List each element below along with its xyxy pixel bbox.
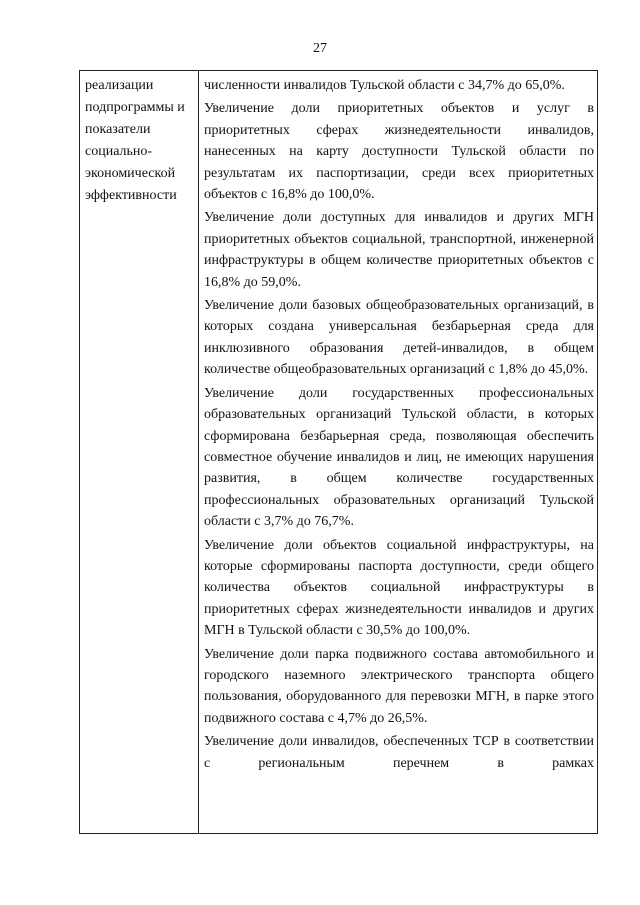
indicator-paragraph: Увеличение доли базовых общеобразовательных организаций, в которых создана универсальная безбарьерная среда для инклюзивного образования детей-инвалидов, в общем количестве общеобразовательных организаций с 1,8% до 45,0%. <box>204 298 594 378</box>
column-divider <box>198 71 199 833</box>
indicator-paragraph: Увеличение доли объектов социальной инфраструктуры, на которые сформированы паспорта доступности, среди общего количества объектов социальной инфраструктуры в приоритетных сферах жизнедеятельности инвалидов и других МГН в Тульской области с 30,5% до 100,0%. <box>204 537 594 639</box>
section-label-line: эффективности <box>85 188 177 203</box>
section-label-line: социально- <box>85 144 153 159</box>
section-label-line: показатели <box>85 122 151 137</box>
page-number: 27 <box>313 41 327 56</box>
indicator-paragraph: Увеличение доли приоритетных объектов и услуг в приоритетных сферах жизнедеятельности инвалидов, нанесенных на карту доступности Тульской области по результатам их паспортизации, среди всех приоритетных объектов с 16,8% до 100,0%. <box>204 101 594 203</box>
program-table <box>79 70 598 834</box>
indicators-cell <box>204 75 594 776</box>
indicator-paragraph: Увеличение доли инвалидов, обеспеченных ТСР в соответствии с региональным перечнем в рамках <box>204 734 594 771</box>
section-label-line: подпрограммы и <box>85 100 185 115</box>
indicator-paragraph: Увеличение доли парка подвижного состава автомобильного и городского наземного электрического транспорта общего пользования, оборудованного для перевозки МГН, в парке этого подвижного состава с 4,7% до 26,5%. <box>204 646 594 726</box>
section-label-line: экономической <box>85 166 176 181</box>
section-label-line: реализации <box>85 78 154 93</box>
indicator-paragraph: Увеличение доли государственных профессиональных образовательных организаций Тульской области, в которых сформирована безбарьерная среда, позволяющая обеспечить совместное обучение инвалидов и лиц, не имеющих нарушения развития, в общем количестве государственных профессиональных образовательных организаций Тульской области с 3,7% до 76,7%. <box>204 385 594 530</box>
indicator-paragraph: численности инвалидов Тульской области с 34,7% до 65,0%. <box>204 78 565 93</box>
section-label-cell <box>85 75 195 207</box>
indicator-paragraph: Увеличение доли доступных для инвалидов и других МГН приоритетных объектов социальной, транспортной, инженерной инфраструктуры в общем количестве приоритетных объектов с 16,8% до 59,0%. <box>204 210 594 290</box>
